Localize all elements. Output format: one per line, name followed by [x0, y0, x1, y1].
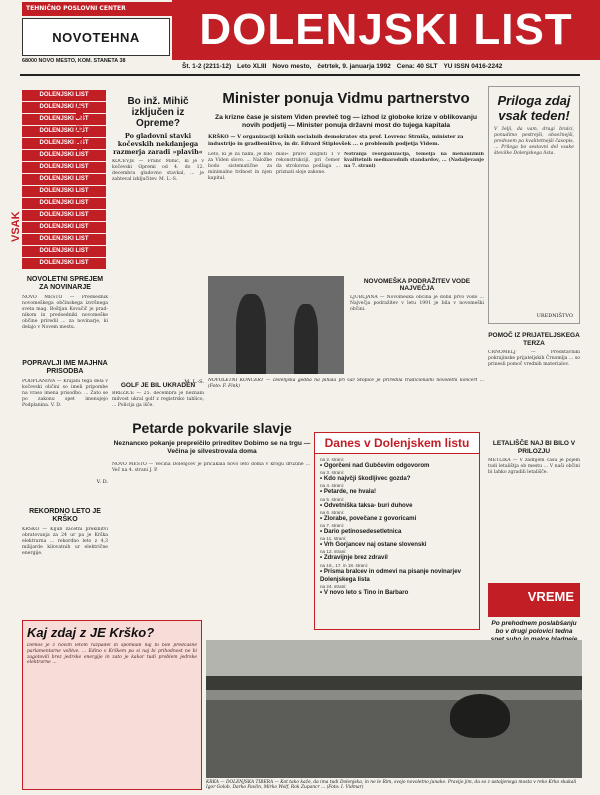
- article-title: Bo inž. Mihič izključen iz Opreme?: [127, 96, 189, 129]
- main-columns: [208, 152, 484, 272]
- photo-jumper: [450, 694, 510, 738]
- danes-item: • Vrh Gorjancev naj ostane slovenski: [320, 541, 427, 549]
- kaj-body: Demos je z novim letom razpadel in spomladi naj bi bile predčasne parlamentarne volitve. ... Edino v Krškem pa si naj bi prihodnost ne bi zagotovili brez jedrske energije in zato je kakor tudi problem jedrske elektrarne ...: [27, 643, 197, 666]
- danes-title: Danes v Dolenjskem listu: [315, 433, 479, 454]
- article-body: BREŽICE — 25. decembra je neznani milvost ukral golf z registrsko tablico, ... Policija ga išče.: [112, 391, 204, 409]
- photo-bridge: [206, 676, 582, 690]
- article-subtitle: Po gladovni stavki kočevskih nekdanjega razmerja zaradi »plavih«: [113, 132, 203, 156]
- strip-row: DOLENJSKI LIST: [22, 222, 106, 233]
- article-title: POPRAVLJI IME MAJHNA PRISODBA: [22, 360, 108, 375]
- petarde-headline: Petarde pokvarile slavje: [132, 420, 292, 436]
- danes-item: • V novo leto s Tino in Barbaro: [320, 589, 409, 597]
- article-title: NOVOMEŠKA PODRAŽITEV VODE NAJVEČJA: [363, 278, 471, 293]
- danes-page-ref: na 24. strani:: [320, 584, 347, 590]
- danes-page-ref: na 11. strani:: [320, 536, 347, 542]
- priloga-signature: UREDNIŠTVO: [536, 313, 573, 319]
- main-lead: KRŠKO — V organizaciji krških socialnih demokratov sta prof. Lovrenc Strniša, minister za industrijo in gradbeništvo, in dr. Edvard Stiplovšek ... o problemih podjetja Videm.: [208, 134, 464, 147]
- issue-year: Leto XLIII: [237, 62, 267, 70]
- strip-row: DOLENJSKI LIST: [22, 150, 106, 161]
- vreme-banner: VREME: [488, 583, 580, 617]
- priloga-box: [488, 86, 580, 324]
- krka-photo: [206, 640, 582, 778]
- novotehna-address: 68000 NOVO MESTO, KOM. STANETA 38: [22, 58, 126, 64]
- strip-row: DOLENJSKI LIST: [22, 90, 106, 101]
- main-column-1: Leto, ki je za nami, je bilo za Viden slovo. ... Naložbe bodo sistematične za minimalno trdnost in njen kapital.: [208, 152, 272, 181]
- danes-contents-box: [314, 432, 480, 630]
- priloga-body: V želji, da vam, dragi bralci, ponudimo pestrejši, obsežnejši, predvsem pa kvalitetnejši časopis, ... Priloga bo sestavni del vsake številke Dolenjskega lista.: [494, 127, 574, 156]
- novotehna-logo: NOVOTEHNA: [22, 18, 170, 56]
- strip-row: DOLENJSKI LIST: [22, 102, 106, 113]
- photo-river: [206, 700, 582, 778]
- strip-row: DOLENJSKI LIST: [22, 126, 106, 137]
- article-title: POMOČ IZ PRIJATELJSKEGA TERZA: [488, 332, 580, 347]
- issue-info-bar: [172, 60, 600, 72]
- vsak-vertical-label: VSAK: [10, 211, 22, 242]
- strip-row: DOLENJSKI LIST: [22, 174, 106, 185]
- cetrtek-vertical-label: ČETRTEK: [73, 105, 84, 153]
- article-title: NOVOLETNI SPREJEM ZA NOVINARJE: [26, 276, 104, 291]
- article-signature: M. L.-S.: [184, 379, 204, 385]
- danes-item: • Odvetniška taksa- buri duhove: [320, 501, 413, 509]
- article-novomeska-voda: [350, 278, 484, 379]
- strip-row: DOLENJSKI LIST: [22, 198, 106, 209]
- danes-page-ref: na 3. strani:: [320, 470, 345, 476]
- priloga-title: Priloga zdaj vsak teden!: [497, 93, 571, 123]
- article-body: LJUBLJANA — Novomeška občina je dobil prvo vodo ... Največja podražitev v letu 1991 je bila v novomeški občini.: [350, 295, 484, 313]
- issue-city: Novo mesto,: [272, 62, 312, 70]
- article-title: LETALIŠČE NAJ BI BILO V PRILOZJU: [492, 440, 576, 455]
- main-subheadline: Za krizne čase je sistem Viden prevleč tog — izhod iz globoke krize v oblikovanju novih podjetij — Minister ponuja državni most do tujega kapitala: [214, 114, 477, 129]
- strip-row: DOLENJSKI LIST: [22, 186, 106, 197]
- issue-price: Cena: 40 SLT: [396, 62, 438, 70]
- concert-photo: [208, 276, 344, 374]
- main-headline: Minister ponuja Vidmu partnerstvo: [222, 90, 470, 107]
- masthead-rule: [20, 74, 580, 76]
- strip-row: DOLENJSKI LIST: [22, 258, 106, 269]
- danes-page-ref: na 2. strani:: [320, 457, 345, 462]
- photo-figure: [294, 304, 318, 374]
- strip-row: DOLENJSKI LIST: [22, 114, 106, 125]
- article-letalisce: [488, 440, 580, 582]
- article-title: REKORDNO LETO JE KRŠKO: [29, 508, 101, 523]
- strip-row: DOLENJSKI LIST: [22, 138, 106, 149]
- dolenjski-list-strip: [22, 90, 106, 270]
- article-golf: [112, 382, 204, 419]
- article-popravlji-ime: [22, 360, 108, 485]
- krka-photo-caption: KRKA — DOLENJSKA TIBERA — Kot tako kaže, da ima tudi Dolenjska, in ne le Rim, svojo novoletno junake. Pravijo jim, da so z ustaljenega mosta v reko Krko skakali Igor Golob, Darko Pavlin, Mirko Wolf, Rok Zupancr ... (Foto: I. Vidmar): [206, 780, 577, 790]
- issue-number: Št. 1-2 (2211-12): [182, 62, 232, 70]
- article-rekordno-leto: [22, 508, 108, 613]
- danes-page-ref: na 5. strani:: [320, 496, 345, 502]
- article-novoletni-sprejem: [22, 276, 108, 365]
- strip-row: DOLENJSKI LIST: [22, 210, 106, 221]
- danes-page-ref: na 7. strani:: [320, 523, 345, 529]
- article-body: NOVO MESTO — Predsednik novomeškega občinskega izvršnega sveta mag. Boštjan Kovačič je pradnikom in predsedniki novomeške občine priredil ... za novinarje, ki delajo v Novem mestu.: [22, 295, 108, 330]
- article-body: KOČEVJE — Franc Mihič, ki je v kočevski Opremi od 4. do 12. decembra gladovno stavkal, ... je zahteval izključitev. M. L.-S.: [112, 159, 204, 182]
- danes-page-ref: na 4. strani:: [320, 483, 345, 489]
- danes-item: • Zlorabe, povečane z govoricami: [320, 514, 417, 522]
- article-body: ČRNOMELJ — Predstavniki pokrajinske prijateljskih Črnomlja ... so prinesli pomoč vrednih materialov.: [488, 350, 580, 367]
- danes-item: • Kdo najvčji škodljivec gozda?: [320, 475, 411, 483]
- main-column-2: mali« pravo izogniti 1 v rekonstrukciji, pri čemer da strokovna podlaga ... priznati sloje zakone.: [276, 152, 340, 175]
- danes-list: [315, 454, 479, 600]
- danes-item: • Dario petinosedesetletnica: [320, 528, 402, 536]
- article-title: GOLF JE BIL UKRADEN: [120, 382, 196, 389]
- danes-item: • Petarde, ne hvala!: [320, 488, 376, 496]
- danes-page-ref: na 12. strani:: [320, 549, 347, 555]
- petarde-subheadline: Neznanско pokanje prepreičilo prireditev Dobimo se na trgu — Večina je silvestrovala doma: [113, 440, 311, 455]
- article-mihic: [112, 96, 204, 385]
- photo-figure: [236, 294, 266, 374]
- masthead-company-label: TEHNIČNO POSLOVNI CENTER: [22, 2, 172, 16]
- strip-row: DOLENJSKI LIST: [22, 162, 106, 173]
- danes-page-ref: na 6. strani:: [320, 509, 345, 515]
- photo-sky: [206, 640, 582, 680]
- article-body: KRŠKO — Kljub začetni prekinitvi obratovanja za 24 ur pa je Krška elektrarna ... rekordno leto z 4,3 milijarde kilovatnih ur električne energije.: [22, 527, 108, 556]
- concert-photo-caption: NOVOLETNI KONCERT — Dolenjska godba na pihala pri GD Stopiče je priredila tradicionalni novoletni koncert ... (Foto: F. Fink): [208, 378, 484, 389]
- strip-row: DOLENJSKI LIST: [22, 234, 106, 245]
- danes-item: • Ogorčeni nad Gubčevim odgovorom: [320, 462, 430, 469]
- vreme-forecast: Po prehodnem poslabšanju bo v drugi polovici tedna: [491, 620, 577, 635]
- article-pomoc: [488, 332, 580, 428]
- strip-row: DOLENJSKI LIST: [22, 246, 106, 257]
- kaj-title: Kaj zdaj z JE Krško?: [27, 625, 155, 640]
- danes-page-ref: na 16., 17. in 18. strani:: [320, 562, 369, 568]
- kaj-zdaj-box: [22, 620, 202, 790]
- petarde-body: NOVO MESTO — Večina Dolenjcev je pričakala novo leto doma v krogu družine ... Več na 4. strani J. P.: [112, 462, 310, 473]
- article-body: PODPLANINA — Krajani tega dela v kočevski občini so imeli pripombe na vraso imena prisodbo. ... Zato se po zakonu spet imenujejo Podplanina. V. D.: [22, 379, 108, 408]
- issue-issn: YU ISSN 0416-2242: [443, 62, 503, 70]
- article-body: METLIKA — V zadnjem času je pojem tudi letalištja ob mestu ... V naši občini bi lahko zgradili letališče.: [488, 458, 580, 475]
- main-column-3: Notranja reorganizacija, temelja na mehanizmih kvalitetnih mednarodnih standardov, ... (Nadaljevanje na 7. strani): [344, 152, 484, 169]
- issue-date: četrtek, 9. januarja 1992: [317, 62, 391, 70]
- article-signature: V. D.: [96, 479, 108, 485]
- newspaper-logo: DOLENJSKI LIST: [172, 0, 600, 60]
- danes-item: • Prisma bralcev in odmevi na pisanje novinarjev Dolenjskega lista: [320, 567, 461, 583]
- danes-item: • Zdravijnje brez zdravil: [320, 554, 388, 562]
